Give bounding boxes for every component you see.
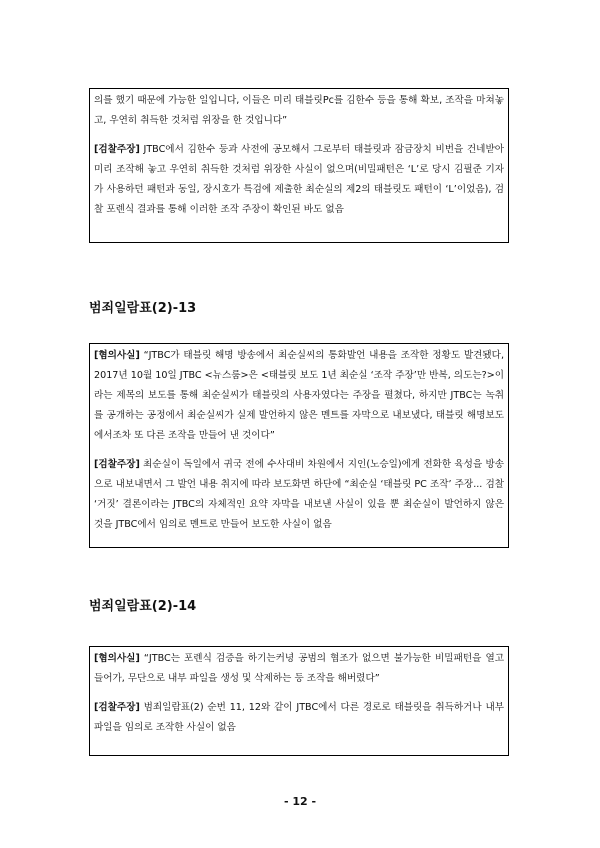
section-heading-13: 범죄일람표(2)-13 xyxy=(89,301,197,316)
charge-label: [혐의사실] xyxy=(94,653,140,664)
section-heading-14: 범죄일람표(2)-14 xyxy=(89,599,197,614)
prosecution-label: [검찰주장] xyxy=(94,144,140,155)
prosecution-text: 범죄일람표(2) 순번 11, 12와 같이 JTBC에서 다른 경로로 태블릿을 취득하거나 내부 파일을 임의로 조작한 사실이 없음 xyxy=(94,702,504,733)
continuation-paragraph xyxy=(94,91,504,131)
charge-paragraph xyxy=(94,346,504,446)
continued-claim-box xyxy=(89,88,509,243)
charge-text: “JTBC가 태블릿 해명 방송에서 최순실씨의 통화발언 내용을 조작한 정황도 발견됐다, 2017년 10월 10일 JTBC <뉴스룸>은 <태블릿 보도 1년 최순실 ‘조작 주장’만 반복, 의도는?>이라는 제목의 보도를 통해 최순실씨가 태블릿의 사용자였다는 주장을 펼쳤다, 하지만 JTBC는 녹취를 공개하는 공정에서 최순실씨가 실제 발언하지 않은 멘트를 자막으로 내보냈다, 태블릿 해명보도에서조차 또 다른 조작을 만들어 낸 것이다” xyxy=(94,350,504,441)
page-number: - 12 - xyxy=(283,795,317,808)
prosecution-label: [검찰주장] xyxy=(94,459,140,470)
claim-box-14 xyxy=(89,646,509,756)
charge-text: “JTBC는 포렌식 검증을 하기는커녕 공범의 협조가 없으면 불가능한 비밀패턴을 열고 들어가, 무단으로 내부 파일을 생성 및 삭제하는 등 조작을 해버렸다” xyxy=(94,653,504,684)
prosecution-text: 최순실이 독일에서 귀국 전에 수사대비 차원에서 지인(노승일)에게 전화한 육성을 방송으로 내보내면서 그 발언 내용 취지에 따라 보도화면 하단에 “최순실 ‘태블릿 PC 조작’ 주장... 검찰 ‘거짓’ 결론이라는 JTBC의 자체적인 요약 자막을 내보낸 사실이 있을 뿐 최순실이 발언하지 않은 것을 JTBC에서 임의로 멘트로 만들어 보도한 사실이 없음 xyxy=(94,459,504,530)
charge-paragraph xyxy=(94,649,504,689)
continuation-text: 의를 했기 때문에 가능한 일입니다, 이들은 미리 태블릿Pc를 김한수 등을 통해 확보, 조작을 마쳐놓고, 우연히 취득한 것처럼 위장을 한 것입니다” xyxy=(94,95,504,126)
claim-box-13 xyxy=(89,343,509,548)
prosecution-text: JTBC에서 김한수 등과 사전에 공모해서 그로부터 태블릿과 잠금장치 비번을 건네받아 미리 조작해 놓고 우연히 취득한 것처럼 위장한 사실이 없으며(비밀패턴은 ‘L’로 당시 김필준 기자가 사용하던 패턴과 동일, 장시호가 특검에 제출한 최순실의 제2의 태블릿도 패턴이 ‘L’이었음), 검찰 포렌식 결과를 통해 이러한 조작 주장이 확인된 바도 없음 xyxy=(94,144,504,215)
prosecution-paragraph xyxy=(94,698,504,738)
prosecution-paragraph xyxy=(94,140,504,220)
prosecution-paragraph xyxy=(94,455,504,535)
charge-label: [혐의사실] xyxy=(94,350,140,361)
prosecution-label: [검찰주장] xyxy=(94,702,140,713)
